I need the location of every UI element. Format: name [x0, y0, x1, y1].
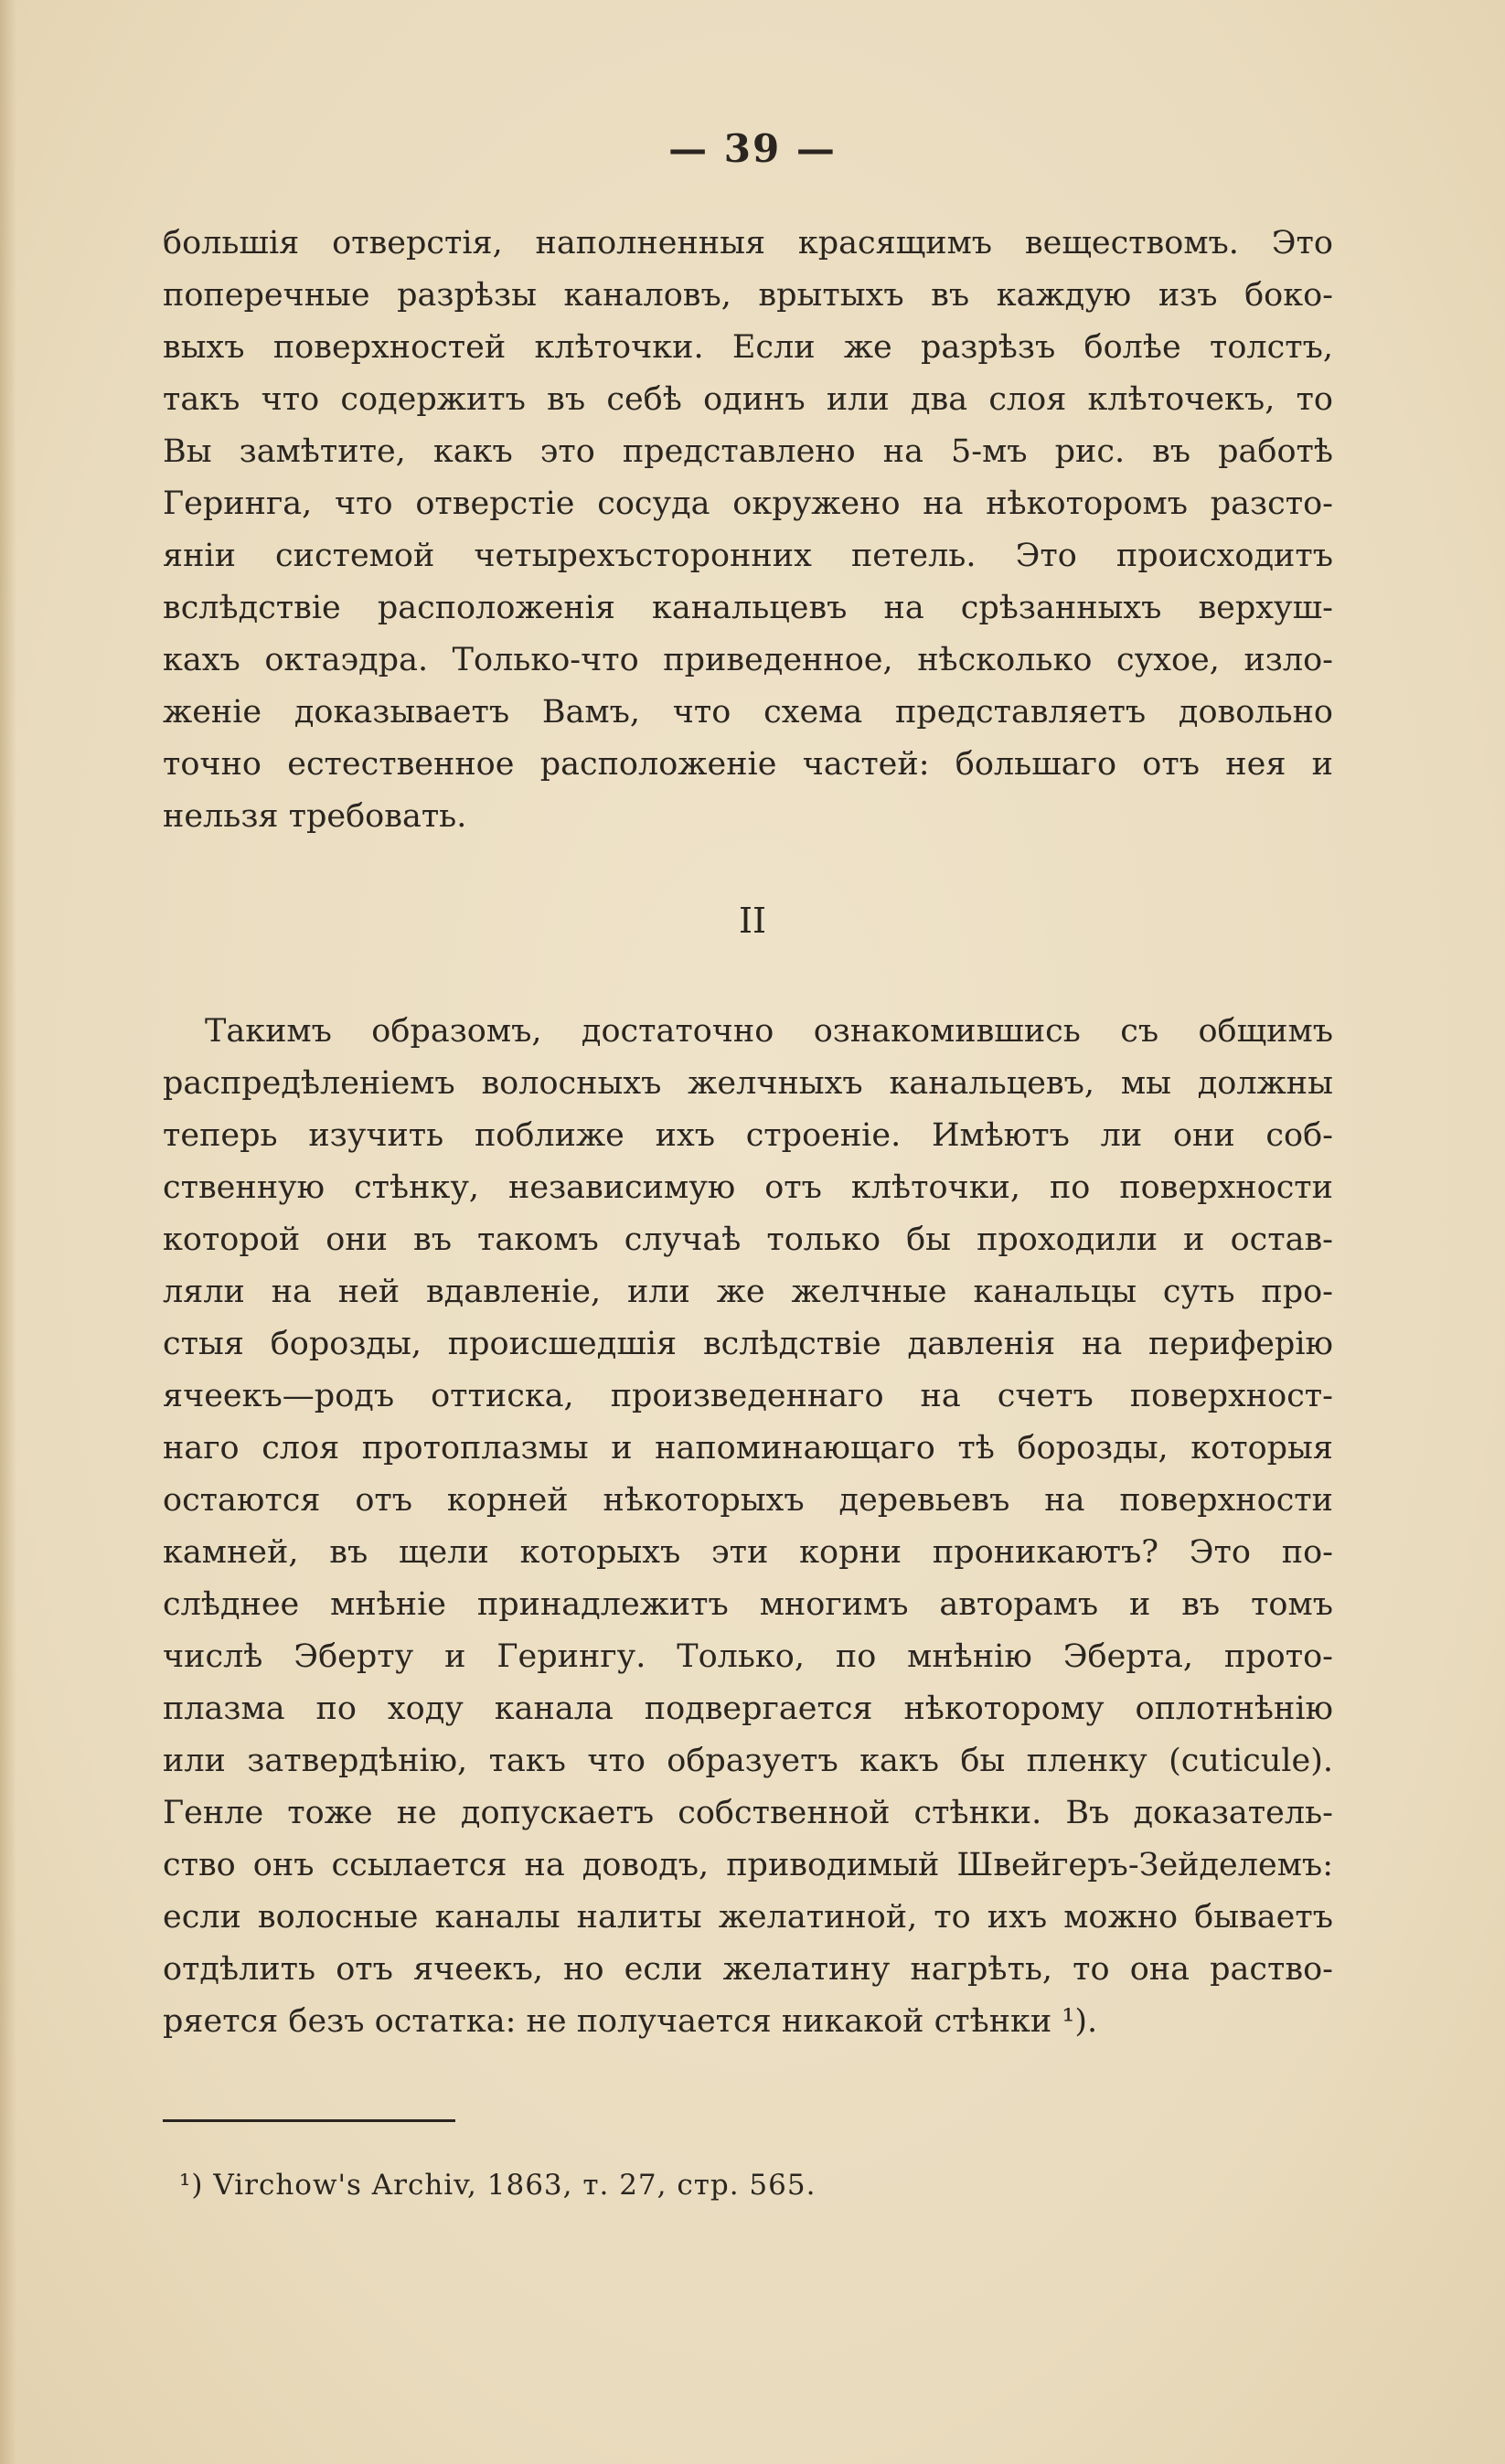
text-line: слѣднее мнѣніе принадлежитъ многимъ авторамъ и въ томъ — [163, 1586, 1333, 1623]
section-numeral: II — [738, 901, 767, 941]
paragraph-2 — [163, 1006, 1333, 2048]
text-line: стыя борозды, происшедшія вслѣдствіе давленія на периферію — [163, 1326, 1333, 1362]
text-line: ляли на ней вдавленіе, или же желчные канальцы суть про- — [163, 1274, 1333, 1310]
text-line: вслѣдствіе расположенія канальцевъ на срѣзанныхъ верхуш- — [163, 590, 1333, 626]
text-line: поперечные разрѣзы каналовъ, врытыхъ въ каждую изъ боко- — [163, 277, 1333, 314]
footnote: ¹) Virchow's Archiv, 1863, т. 27, стр. 565. — [179, 2169, 817, 2202]
text-line: распредѣленіемъ волосныхъ желчныхъ канальцевъ, мы должны — [163, 1065, 1333, 1102]
text-line: яніи системой четырехъсторонних петель. Это происходитъ — [163, 538, 1333, 574]
text-line: такъ что содержитъ въ себѣ одинъ или два слоя клѣточекъ, то — [163, 381, 1333, 418]
text-line: точно естественное расположеніе частей: большаго отъ нея и — [163, 746, 1333, 783]
text-line: Генле тоже не допускаетъ собственной стѣнки. Въ доказатель- — [163, 1795, 1333, 1831]
text-line: Такимъ образомъ, достаточно ознакомившись съ общимъ — [205, 1013, 1333, 1050]
text-line: если волосные каналы налиты желатиной, то ихъ можно бываетъ — [163, 1899, 1333, 1936]
text-line: Геринга, что отверстіе сосуда окружено на нѣкоторомъ разсто- — [163, 485, 1333, 522]
text-line: остаются отъ корней нѣкоторыхъ деревьевъ на поверхности — [163, 1482, 1333, 1519]
text-line: наго слоя протоплазмы и напоминающаго тѣ борозды, которыя — [163, 1430, 1333, 1467]
text-line: числѣ Эберту и Герингу. Только, по мнѣнію Эберта, прото- — [163, 1638, 1333, 1675]
text-line: кахъ октаэдра. Только-что приведенное, нѣсколько сухое, изло- — [163, 642, 1333, 678]
text-line: или затвердѣнію, такъ что образуетъ какъ бы пленку (cuticule). — [163, 1743, 1333, 1779]
text-line: ряется безъ остатка: не получается никакой стѣнки ¹). — [163, 2003, 1098, 2040]
text-line: нельзя требовать. — [163, 798, 467, 835]
text-line: которой они въ такомъ случаѣ только бы проходили и остав- — [163, 1221, 1333, 1258]
footnote-rule — [163, 2119, 455, 2122]
text-line: ственную стѣнку, независимую отъ клѣточки, по поверхности — [163, 1169, 1333, 1206]
text-line: большія отверстія, наполненныя красящимъ веществомъ. Это — [163, 225, 1333, 261]
text-line: выхъ поверхностей клѣточки. Если же разрѣзъ болѣе толстъ, — [163, 329, 1333, 366]
text-line: теперь изучить поближе ихъ строеніе. Имѣютъ ли они соб- — [163, 1117, 1333, 1154]
text-line: ячеекъ—родъ оттиска, произведеннаго на счетъ поверхност- — [163, 1378, 1333, 1414]
text-line: камней, въ щели которыхъ эти корни проникаютъ? Это по- — [163, 1534, 1333, 1571]
text-line: ство онъ ссылается на доводъ, приводимый Швейгеръ-Зейделемъ: — [163, 1847, 1333, 1883]
text-line: Вы замѣтите, какъ это представлено на 5-мъ рис. въ работѣ — [163, 433, 1333, 470]
page-number: — 39 — — [668, 126, 837, 171]
text-line: женіе доказываетъ Вамъ, что схема представляетъ довольно — [163, 694, 1333, 731]
text-line: отдѣлить отъ ячеекъ, но если желатину нагрѣть, то она раство- — [163, 1951, 1333, 1988]
paragraph-1 — [163, 218, 1333, 843]
text-line: плазма по ходу канала подвергается нѣкоторому оплотнѣнію — [163, 1691, 1333, 1727]
page-edge-shadow — [0, 0, 16, 2464]
